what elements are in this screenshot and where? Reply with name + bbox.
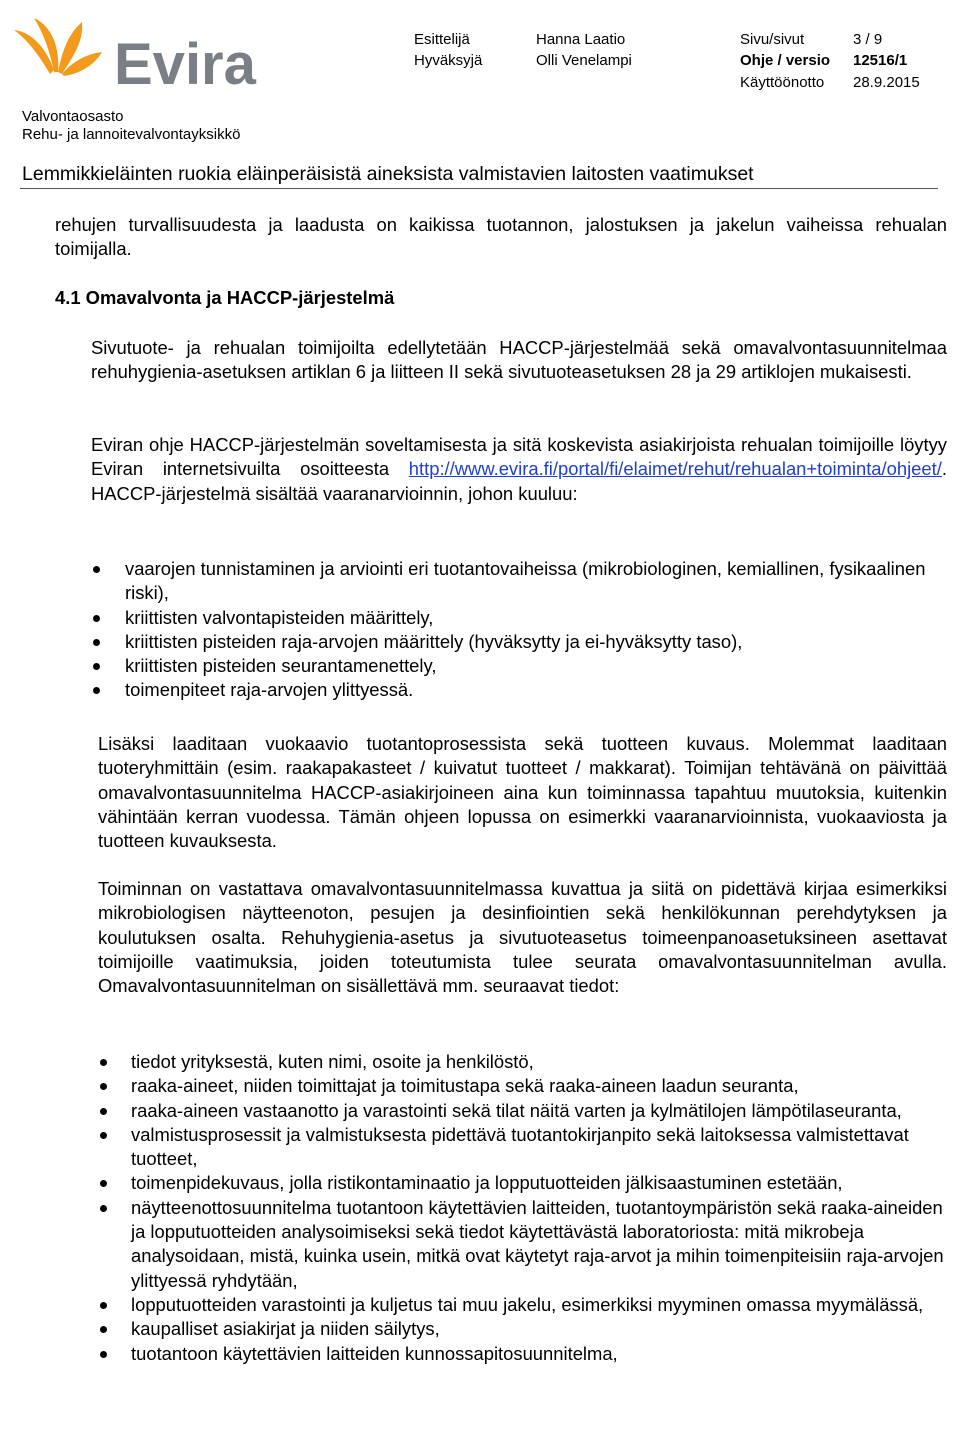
- paragraph-2-text-b: . HACCP-järjestelmä sisältää vaaranarvioinnin, johon kuuluu:: [91, 458, 947, 504]
- bullet-icon: [93, 615, 100, 622]
- unit: Rehu- ja lannoitevalvontayksikkö: [22, 126, 241, 143]
- list-item: [98, 1293, 947, 1317]
- meta-value-author: Hanna Laatio: [536, 31, 626, 48]
- list-item-text: kriittisten pisteiden raja-arvojen määrittely (hyväksytty ja ei-hyväksytty taso),: [125, 630, 743, 652]
- meta-label-author: Esittelijä: [414, 31, 470, 48]
- bullet-icon: [100, 1205, 107, 1212]
- list-item: [98, 1342, 947, 1366]
- list-item: [91, 654, 947, 678]
- list-item: [98, 1050, 947, 1074]
- bullet-icon: [100, 1132, 107, 1139]
- bullet-icon: [100, 1351, 107, 1358]
- meta-value-pages: 3 / 9: [853, 31, 883, 48]
- department: Valvontaosasto: [22, 108, 124, 125]
- list-item-text: näytteenottosuunnitelma tuotantoon käytettävien laitteiden, tuotantoympäristön sekä raaka-aineiden ja lopputuotteiden analysoimiseksi sekä tiedot käytettävästä laboratoriosta: mitä mikrobeja analysoidaan, mistä, kuinka usein, mitkä ovat käytetyt raja-arvot ja mihin toimenpiteisiin raja-arvojen ylittyessä ryhdytään,: [131, 1196, 944, 1291]
- bullet-icon: [93, 566, 100, 573]
- list-item-text: tiedot yrityksestä, kuten nimi, osoite ja henkilöstö,: [131, 1051, 534, 1072]
- bullet-icon: [93, 639, 100, 646]
- paragraph-1: Sivutuote- ja rehualan toimijoilta edellytetään HACCP-järjestelmää sekä omavalvontasuunnitelmaa rehuhygienia-asetuksen artiklan 6 ja liitteen II sekä sivutuoteasetuksen 28 ja 29 artiklojen mukaisesti.: [91, 337, 947, 383]
- intro-paragraph: rehujen turvallisuudesta ja laadusta on kaikissa tuotannon, jalostuksen ja jakelun vaiheissa rehualan toimijalla.: [55, 214, 947, 260]
- list-item-text: tuotantoon käytettävien laitteiden kunnossapitosuunnitelma,: [131, 1342, 618, 1364]
- list-item: [98, 1171, 947, 1195]
- list-item: [91, 606, 947, 630]
- header-divider: [20, 188, 938, 189]
- paragraph-2: [91, 433, 947, 506]
- hazard-analysis-list: [91, 557, 947, 703]
- bullet-icon: [93, 687, 100, 694]
- meta-label-version: Ohje / versio: [740, 52, 831, 69]
- meta-label-pages: Sivu/sivut: [740, 31, 805, 48]
- list-item: [98, 1074, 947, 1098]
- meta-label-effective: Käyttöönotto: [740, 74, 825, 91]
- evira-guidance-link[interactable]: http://www.evira.fi/portal/fi/elaimet/rehut/rehualan+toiminta/ohjeet/: [408, 458, 942, 480]
- list-item-text: raaka-aineet, niiden toimittajat ja toimitustapa sekä raaka-aineen laadun seuranta,: [131, 1075, 799, 1097]
- list-item-text: valmistusprosessit ja valmistuksesta pidettävä tuotantokirjanpito sekä laitoksessa valmistettavat tuotteet,: [131, 1123, 909, 1170]
- list-item: [98, 1099, 947, 1123]
- list-item-text: kaupalliset asiakirjat ja niiden säilytys,: [131, 1318, 440, 1340]
- list-item-text: raaka-aineen vastaanotto ja varastointi sekä tilat näitä varten ja kylmätilojen lämpötilaseuranta,: [131, 1099, 902, 1121]
- meta-value-effective: 28.9.2015: [853, 74, 920, 91]
- bullet-icon: [100, 1180, 107, 1187]
- list-item-text: toimenpidekuvaus, jolla ristikontaminaatio ja lopputuotteiden jälkisaastuminen estetään,: [131, 1172, 843, 1194]
- bullet-icon: [100, 1326, 107, 1333]
- list-item: [91, 678, 947, 702]
- list-item-text: toimenpiteet raja-arvojen ylittyessä.: [125, 679, 414, 701]
- list-item-text: kriittisten pisteiden seurantamenettely,: [125, 655, 437, 677]
- section-heading: 4.1 Omavalvonta ja HACCP-järjestelmä: [55, 287, 395, 308]
- list-item-text: kriittisten valvontapisteiden määrittely,: [125, 606, 434, 628]
- list-item: [91, 630, 947, 654]
- list-item: [91, 557, 947, 606]
- list-item: [98, 1317, 947, 1341]
- list-item: [98, 1196, 947, 1293]
- list-item: [98, 1123, 947, 1172]
- bullet-icon: [100, 1083, 107, 1090]
- evira-logo-icon: [10, 12, 265, 90]
- list-item-text: lopputuotteiden varastointi ja kuljetus tai muu jakelu, esimerkiksi myyminen omassa myymälässä,: [131, 1293, 924, 1315]
- bullet-icon: [93, 663, 100, 670]
- list-item-text: vaarojen tunnistaminen ja arviointi eri tuotantovaiheissa (mikrobiologinen, kemiallinen, fysikaalinen riski),: [125, 558, 926, 604]
- meta-label-approver: Hyväksyjä: [414, 52, 483, 69]
- paragraph-4: Toiminnan on vastattava omavalvontasuunnitelmassa kuvattua ja siitä on pidettävä kirjaa esimerkiksi mikrobiologisen näytteenoton, pesujen ja desinfiointien sekä henkilökunnan perehdytyksen ja koulutuksen osalta. Rehuhygienia-asetus ja sivutuoteasetus toimeenpanoasetuksineen asettavat toimijoille vaatimuksia, joiden toteutumista tulee seurata omavalvontasuunnitelman avulla. Omavalvontasuunnitelman on sisällettävä mm. seuraavat tiedot:: [98, 878, 947, 997]
- bullet-icon: [100, 1059, 107, 1066]
- meta-value-approver: Olli Venelampi: [536, 52, 632, 69]
- bullet-icon: [100, 1302, 107, 1309]
- paragraph-2-text-a: Eviran ohje HACCP-järjestelmän soveltamisesta ja sitä koskevista asiakirjoista rehualan toimijoille löytyy Eviran internetsivuilta osoitteesta: [91, 434, 947, 480]
- logo-wordmark: Evira: [114, 32, 256, 90]
- meta-value-version: 12516/1: [853, 52, 908, 69]
- required-info-list: [98, 1050, 947, 1366]
- bullet-icon: [100, 1108, 107, 1115]
- evira-logo: [10, 12, 265, 90]
- document-title: Lemmikkieläinten ruokia eläinperäisistä aineksista valmistavien laitosten vaatimukset: [22, 163, 754, 185]
- paragraph-3: Lisäksi laaditaan vuokaavio tuotantoprosessista sekä tuotteen kuvaus. Molemmat laaditaan tuoteryhmittäin (esim. raakapakasteet / kuivatut tuotteet / makkarat). Toimijan tehtävänä on päivittää omavalvontasuunnitelma HACCP-asiakirjoineen aina kun toiminnassa tapahtuu muutoksia, kuitenkin vähintään kerran vuodessa. Tämän ohjeen lopussa on esimerkki vaaranarvioinnista, vuokaaviosta ja tuotteen kuvauksesta.: [98, 733, 947, 852]
